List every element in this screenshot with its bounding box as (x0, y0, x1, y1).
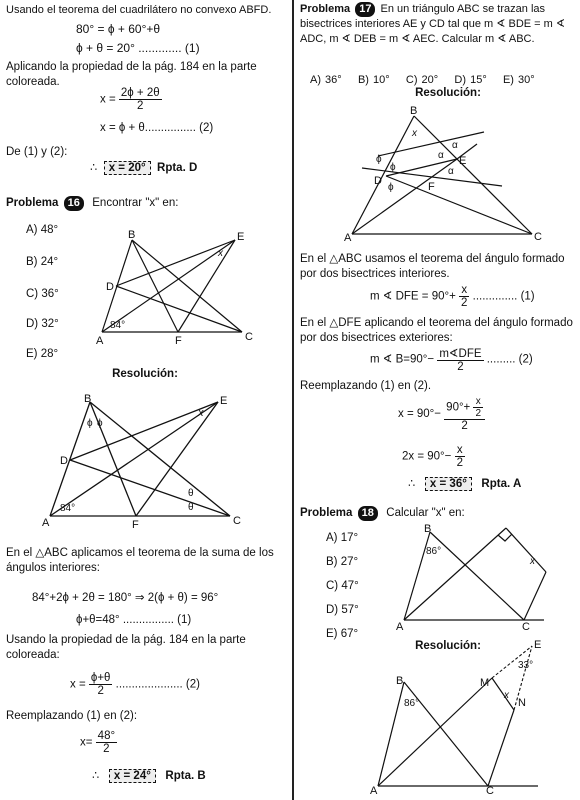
numerator: x (455, 444, 465, 457)
label-angle: 84° (110, 320, 126, 331)
label-B: B (424, 523, 432, 535)
option: E) 67° (326, 628, 359, 640)
text-line: Aplicando la propiedad de la pág. 184 en la parte coloreada. (6, 61, 257, 88)
denominator: 2 (97, 685, 104, 697)
label-angle: 86° (426, 546, 442, 557)
label-F: F (428, 181, 435, 193)
denominator: 2 (475, 408, 482, 419)
equation: 84°+2ϕ + 2θ = 180° ⇒ 2(ϕ + θ) = 96° (32, 592, 219, 604)
problem-label: Problema (300, 3, 351, 15)
resolution-title: Resolución: (112, 368, 178, 380)
label-alpha: α (452, 140, 458, 151)
numerator: ϕ+θ (90, 672, 111, 684)
eq-lhs: x = 90°− (398, 408, 441, 421)
option: D) 15° (454, 74, 487, 86)
problem-statement: Calcular "x" en: (386, 507, 465, 519)
eq-lhs: m ∢ DFE = 90°+ (370, 290, 456, 303)
label-E: E (534, 639, 542, 651)
numerator: m∢DFE (439, 348, 482, 360)
fraction (455, 444, 465, 469)
answer-line (92, 768, 206, 782)
options-row (310, 74, 535, 86)
text-line: Usando la propiedad de la pág. 184 en la parte coloreada: (6, 634, 246, 661)
answer-label: Rpta. D (157, 162, 198, 174)
text-line: Usando el teorema del cuadrilátero no convexo ABFD. (6, 4, 272, 16)
equation (100, 87, 162, 112)
label-D: D (374, 175, 382, 187)
numerator: x (459, 284, 469, 297)
fraction (437, 346, 483, 373)
eq-lhs: x = (70, 678, 86, 691)
answer-box: x = 24° (109, 769, 156, 783)
label-C: C (522, 621, 530, 633)
label-E: E (237, 231, 245, 243)
numerator-part: 90°+ (446, 401, 471, 414)
equation: x = ϕ + θ................ (2) (100, 122, 214, 134)
problem-number-badge: 16 (64, 196, 84, 211)
label-x: x (530, 556, 535, 567)
label-A: A (370, 785, 378, 797)
eq-lhs: 2x = 90°− (402, 450, 452, 463)
option: C) 20° (405, 74, 439, 86)
label-A: A (344, 232, 352, 244)
resolution-title: Resolución: (415, 640, 481, 652)
denominator: 2 (137, 100, 144, 112)
eq-tail: .............. (1) (472, 290, 535, 303)
equation (80, 730, 117, 755)
equation: 80° = ϕ + 60°+θ (76, 22, 161, 36)
answer-label: Rpta. A (481, 478, 522, 490)
label-theta: θ (188, 488, 194, 499)
label-phi: ϕ (376, 154, 382, 165)
figure-resolution-17 (342, 104, 552, 244)
problem-number-badge: 18 (358, 506, 378, 521)
problem-18-header (300, 506, 465, 521)
label-F: F (132, 519, 139, 531)
problem-number-badge: 17 (355, 2, 375, 17)
label-angle: 84° (60, 503, 76, 514)
label-B: B (84, 393, 92, 405)
figure-resolution-18 (368, 640, 578, 796)
figure-problem-18 (394, 520, 574, 632)
problem-statement: Encontrar "x" en: (92, 197, 179, 209)
text-line: En el △ABC usamos el teorema del ángulo formado por dos bisectrices interiores. (300, 253, 565, 280)
option: C) 36° (26, 288, 59, 300)
numerator (444, 396, 485, 420)
answer-line (408, 476, 521, 490)
label-E: E (220, 395, 228, 407)
problem-label: Problema (6, 197, 59, 209)
option: B) 27° (326, 556, 359, 568)
label-E: E (459, 155, 467, 167)
option: A) 36° (310, 74, 342, 86)
equation: ϕ+θ=48° ................ (1) (76, 614, 192, 626)
option: A) 17° (326, 532, 359, 544)
answer-box: x = 20° (104, 161, 151, 175)
fraction (459, 284, 469, 309)
label-phi: ϕ (388, 182, 394, 193)
therefore-symbol: ∴ (408, 478, 416, 490)
label-phi: ϕ (97, 418, 103, 429)
label-phi: ϕ (87, 418, 93, 429)
label-D: D (60, 455, 68, 467)
eq-tail: ......... (2) (486, 353, 533, 366)
label-x: x (198, 407, 204, 419)
option: D) 32° (26, 318, 59, 330)
text-line: En el △ABC aplicamos el teorema de la suma de los ángulos interiores: (6, 547, 274, 574)
equation: ϕ + θ = 20° ............. (1) (76, 41, 200, 55)
figure-resolution-16 (40, 392, 250, 532)
numerator: 2ϕ + 2θ (120, 87, 160, 99)
denominator: 2 (103, 743, 110, 755)
nested-fraction (473, 396, 483, 419)
answer-label: Rpta. B (165, 770, 206, 782)
label-C: C (486, 785, 494, 797)
label-phi: ϕ (390, 162, 396, 173)
answer-line (90, 160, 197, 174)
option: B) 10° (357, 74, 390, 86)
eq-lhs: m ∢ B=90°− (370, 353, 435, 366)
label-x: x (412, 128, 417, 139)
denominator: 2 (456, 457, 463, 469)
equation (402, 444, 465, 469)
label-C: C (233, 515, 241, 527)
equation (398, 396, 485, 432)
label-A: A (42, 517, 50, 529)
text-line: De (1) y (2): (6, 146, 68, 158)
option: E) 30° (502, 74, 535, 86)
eq-tail: ..................... (2) (115, 678, 200, 691)
equation (370, 284, 535, 309)
label-x: x (218, 248, 223, 259)
label-angle2: 33° (518, 660, 534, 671)
problem-16-header (6, 196, 178, 211)
label-x: x (504, 690, 509, 701)
label-D: D (106, 281, 114, 293)
equation (70, 672, 200, 697)
label-B: B (396, 675, 404, 687)
text-line: Reemplazando (1) en (2): (6, 710, 138, 722)
therefore-symbol: ∴ (90, 162, 98, 174)
label-A: A (96, 335, 104, 347)
numerator: 48° (97, 730, 116, 742)
label-C: C (245, 331, 253, 343)
numerator: x (473, 396, 483, 408)
option: D) 57° (326, 604, 359, 616)
fraction (89, 672, 113, 697)
text-line: En el △DFE aplicando el teorema del ángulo formado por dos bisectrices exteriores: (300, 317, 573, 344)
label-alpha: α (438, 150, 444, 161)
label-N: N (518, 697, 526, 709)
text-line: Reemplazando (1) en (2). (300, 380, 432, 392)
right-column (298, 0, 580, 800)
option: E) 28° (26, 348, 59, 360)
label-A: A (396, 621, 404, 633)
label-angle: 86° (404, 698, 420, 709)
label-F: F (175, 335, 182, 347)
fraction (119, 87, 162, 112)
fraction (96, 730, 117, 755)
option: A) 48° (26, 224, 59, 236)
resolution-title: Resolución: (415, 87, 481, 99)
label-C: C (534, 231, 542, 243)
label-B: B (128, 229, 136, 241)
equation (370, 346, 533, 373)
problem-statement: En un triángulo ABC se trazan las bisectrices interiores AE y CD tal que m ∢ BDE = m ∢ ADC, m ∢ DEB = m ∢ AEC. Calcular m ∢ ABC. (300, 3, 566, 45)
denominator: 2 (457, 361, 464, 373)
eq-lhs: x = (100, 93, 116, 106)
label-M: M (480, 677, 490, 689)
denominator: 2 (461, 297, 468, 309)
figure-problem-16 (92, 228, 262, 348)
answer-box: x = 36° (425, 477, 472, 491)
denominator: 2 (461, 420, 468, 432)
column-divider (292, 0, 294, 800)
therefore-symbol: ∴ (92, 770, 100, 782)
problem-17-statement-block (300, 2, 576, 46)
label-theta: θ (188, 502, 194, 513)
option: B) 24° (26, 256, 59, 268)
problem-label: Problema (300, 507, 353, 519)
option: C) 47° (326, 580, 359, 592)
label-B: B (410, 105, 418, 117)
eq-lhs: x= (80, 736, 93, 749)
label-alpha: α (448, 166, 454, 177)
fraction (444, 396, 485, 432)
